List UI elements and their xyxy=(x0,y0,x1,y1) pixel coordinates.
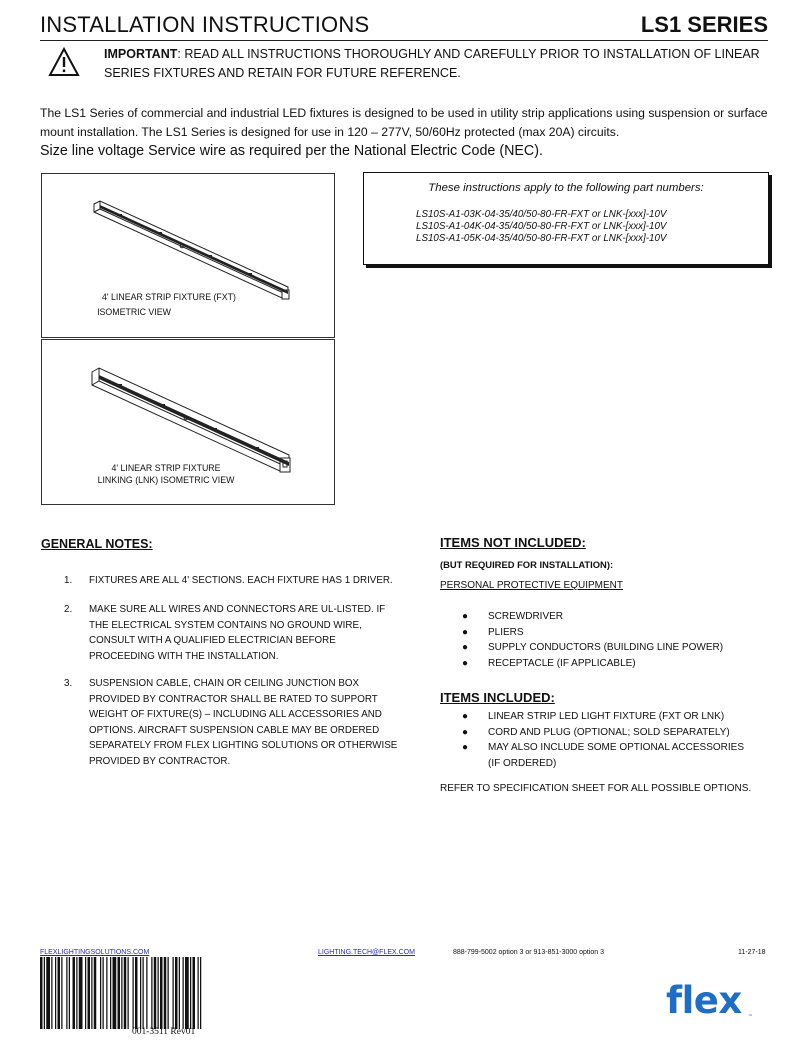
list-item-text: SCREWDRIVER xyxy=(488,611,564,622)
general-note xyxy=(64,602,404,664)
list-item xyxy=(462,740,758,771)
important-label: IMPORTANT xyxy=(104,47,178,61)
part-number: LS10S-A1-04K-04-35/40/50-80-FR-FXT or LNK-[xxx]-10V xyxy=(416,221,667,232)
list-item-text: SUPPLY CONDUCTORS (BUILDING LINE POWER) xyxy=(488,642,724,653)
email-link[interactable]: LIGHTING.TECH@FLEX.COM xyxy=(318,949,415,956)
list-item xyxy=(462,656,762,672)
part-numbers-box xyxy=(363,172,769,265)
note-number: 3. xyxy=(64,678,73,689)
website-link[interactable]: FLEXLIGHTINGSOLUTIONS.COM xyxy=(40,949,150,956)
list-item xyxy=(462,640,762,656)
items-not-included-heading: ITEMS NOT INCLUDED: xyxy=(440,535,586,550)
bullet-icon: ● xyxy=(462,711,469,722)
bullet-icon: ● xyxy=(462,742,469,753)
bullet-icon: ● xyxy=(462,626,469,638)
not-included-list xyxy=(462,609,762,671)
list-item-text: LINEAR STRIP LED LIGHT FIXTURE (FXT OR LNK) xyxy=(488,711,725,722)
intro-paragraph-1: The LS1 Series of commercial and industrial LED fixtures is designed to be used in utility strip applications using suspension or surface mount installation. The LS1 Series is designed for use in 120 – 277V, 50/60Hz protected (max 20A) circuits. xyxy=(40,106,768,139)
included-list xyxy=(462,709,762,771)
list-item xyxy=(462,725,762,741)
part-number: LS10S-A1-05K-04-35/40/50-80-FR-FXT or LNK-[xxx]-10V xyxy=(416,233,667,244)
lnk-caption-line-1: 4' LINEAR STRIP FIXTURE xyxy=(111,463,221,473)
intro-text xyxy=(40,104,770,161)
list-item-text: CORD AND PLUG (OPTIONAL; SOLD SEPARATELY) xyxy=(488,726,730,738)
fxt-caption-line-1: 4' LINEAR STRIP FIXTURE (FXT) xyxy=(102,292,236,302)
flex-logo: flex xyxy=(666,979,742,1022)
footer-phone: 888-799-5002 option 3 or 913-851-3000 option 3 xyxy=(453,949,605,956)
ppe-label: PERSONAL PROTECTIVE EQUIPMENT xyxy=(440,580,623,591)
part-numbers-title: These instructions apply to the following part numbers: xyxy=(428,182,704,194)
refer-note: REFER TO SPECIFICATION SHEET FOR ALL POSSIBLE OPTIONS. xyxy=(440,783,752,794)
trademark-mark: ™ xyxy=(748,1013,752,1018)
note-number: 2. xyxy=(64,604,73,615)
footer-website[interactable] xyxy=(40,949,149,956)
note-number: 1. xyxy=(64,575,73,586)
important-text: : READ ALL INSTRUCTIONS THOROUGHLY AND CAREFULLY PRIOR TO INSTALLATION OF LINEAR SERIES FIXTURES AND RETAIN FOR FUTURE REFERENCE. xyxy=(104,47,760,80)
important-notice xyxy=(104,45,764,83)
general-note xyxy=(64,573,404,589)
lnk-caption-line-2: LINKING (LNK) ISOMETRIC VIEW xyxy=(97,475,235,485)
list-item xyxy=(462,625,762,641)
items-not-included-subheading: (BUT REQUIRED FOR INSTALLATION): xyxy=(440,559,614,570)
footer-email[interactable] xyxy=(318,949,415,956)
list-item xyxy=(462,609,762,625)
general-note xyxy=(64,676,404,769)
series-name: LS1 SERIES xyxy=(640,12,768,37)
general-notes-heading: GENERAL NOTES: xyxy=(41,537,153,551)
list-item-text: MAY ALSO INCLUDE SOME OPTIONAL ACCESSORIES (IF ORDERED) xyxy=(488,742,744,769)
note-text: FIXTURES ARE ALL 4' SECTIONS. EACH FIXTURE HAS 1 DRIVER. xyxy=(89,575,393,586)
warning-icon xyxy=(48,47,80,77)
list-item xyxy=(462,709,762,725)
list-item-text: PLIERS xyxy=(488,626,524,638)
list-item-text: RECEPTACLE (IF APPLICABLE) xyxy=(488,657,636,669)
fxt-figure xyxy=(41,173,335,338)
barcode-label: 001-3511 Rev01 xyxy=(132,1027,196,1037)
fxt-caption-line-2: ISOMETRIC VIEW xyxy=(97,307,171,317)
bullet-icon: ● xyxy=(462,611,469,622)
document-title: INSTALLATION INSTRUCTIONS xyxy=(40,12,370,37)
part-number: LS10S-A1-03K-04-35/40/50-80-FR-FXT or LNK-[xxx]-10V xyxy=(416,209,667,220)
footer-date: 11-27-18 xyxy=(738,949,766,956)
bullet-icon: ● xyxy=(462,726,469,738)
items-included-heading: ITEMS INCLUDED: xyxy=(440,690,555,705)
bullet-icon: ● xyxy=(462,642,469,653)
barcode xyxy=(40,957,277,1029)
note-text: MAKE SURE ALL WIRES AND CONNECTORS ARE UL-LISTED. IF THE ELECTRICAL SYSTEM CONTAINS NO GROUND WIRE, CONSULT WITH A QUALIFIED ELECTRICIAN BEFORE PROCEEDING WITH THE INSTALLATION. xyxy=(89,604,386,662)
header-rule xyxy=(40,40,768,41)
lnk-figure xyxy=(41,339,335,505)
intro-paragraph-2: Size line voltage Service wire as required per the National Electric Code (NEC). xyxy=(40,143,543,159)
note-text: SUSPENSION CABLE, CHAIN OR CEILING JUNCTION BOX PROVIDED BY CONTRACTOR SHALL BE RATED TO SUPPORT WEIGHT OF FIXTURE(S) – INCLUDING ALL ACCESSORIES AND OPTIONS. AIRCRAFT SUSPENSION CABLE MAY BE ORDERED SEPARATELY FROM FLEX LIGHTING SOLUTIONS OR OTHERWISE PROVIDED BY CONTRACTOR. xyxy=(89,678,398,767)
bullet-icon: ● xyxy=(462,657,469,669)
